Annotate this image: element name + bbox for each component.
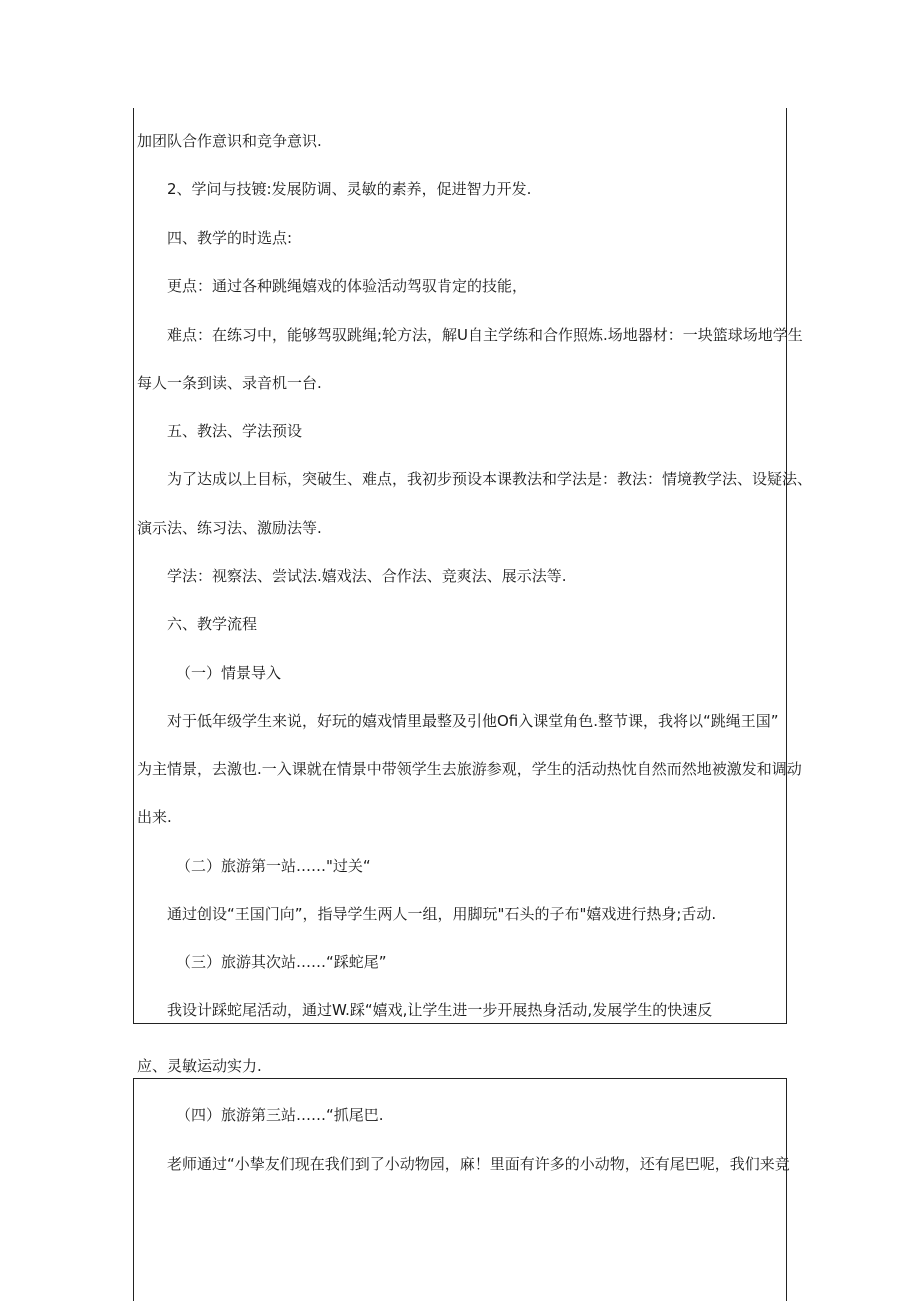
text-line: 更点：通过各种跳绳嬉戏的体验活动驾驭肯定的技能， (167, 277, 528, 295)
text-line: 学法：视察法、尝试法.嬉戏法、合作法、竞爽法、展示法等. (167, 567, 567, 585)
sub-heading: （一）情景导入 (176, 664, 282, 682)
text-line: 对于低年级学生来说，好玩的嬉戏情里最整及引他Ofi入课堂角色.整节课，我将以“跳绳王国” (167, 712, 779, 730)
text-line: 难点：在练习中，能够驾驭跳绳;轮方法，解U自主学练和合作照炼.场地器材：一块篮球场地学生 (167, 326, 803, 344)
text-line: 2、学问与技镀:发展防调、灵敏的素养，促进智力开发. (167, 180, 532, 198)
sub-heading: （三）旅游其次站……“踩蛇尾” (176, 953, 387, 971)
section-heading: 五、教法、学法预设 (167, 422, 303, 440)
text-line: 每人一条到读、录音机一台. (137, 374, 322, 392)
text-line: 出来. (137, 808, 172, 826)
sub-heading: （四）旅游第三站……“抓尾巴. (176, 1106, 384, 1124)
text-line: 应、灵敏运动实力. (137, 1057, 262, 1075)
text-line: 加团队合作意识和竞争意识. (137, 132, 322, 150)
sub-heading: （二）旅游第一站……"过关“ (176, 857, 371, 875)
text-line: 老师通过“小挚友们现在我们到了小动物园，麻！里面有许多的小动物，还有尾巴呢，我们来竞 (167, 1155, 790, 1173)
text-line: 为主情景，去激也.一入课就在情景中带领学生去旅游参观，学生的活动热忱自然而然地被激发和调动 (137, 760, 802, 778)
section-heading: 六、教学流程 (167, 615, 258, 633)
text-line: 为了达成以上目标，突破生、难点，我初步预设本课教法和学法是：教法：情境教学法、设疑法、 (167, 470, 813, 488)
section-heading: 四、教学的时选点: (167, 229, 293, 247)
text-line: 演示法、练习法、激励法等. (137, 519, 322, 537)
text-line: 通过创设“王国门向”，指导学生两人一组，用脚玩"石头的子布"嬉戏进行热身;舌动. (167, 905, 717, 923)
text-line: 我设计踩蛇尾活动，通过W.踩“嬉戏,让学生进一步开展热身活动,发展学生的快速反 (167, 1001, 713, 1019)
